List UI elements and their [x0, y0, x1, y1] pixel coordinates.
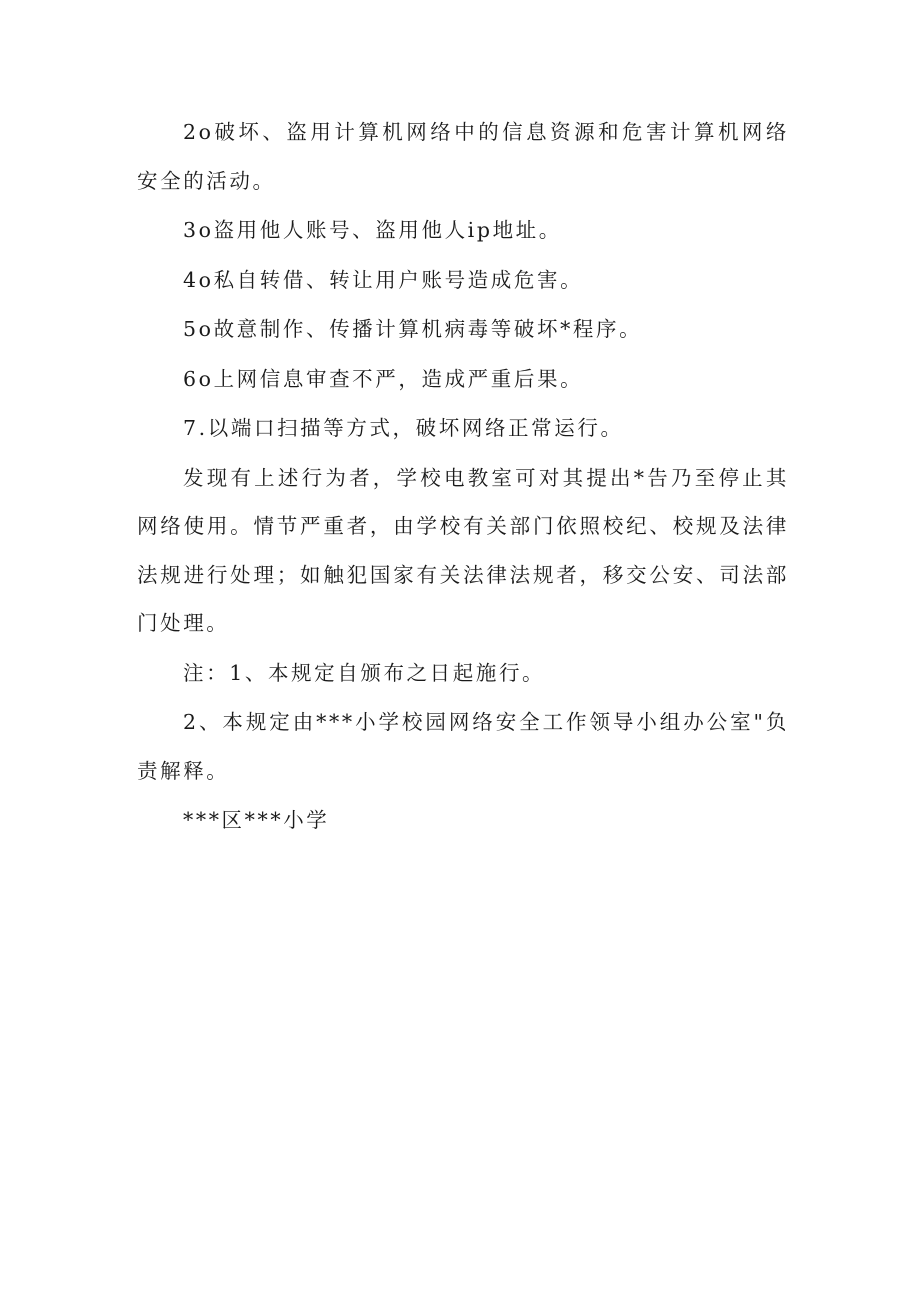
- paragraph-item-7: 7.以端口扫描等方式，破坏网络正常运行。: [183, 416, 624, 440]
- paragraph-item-2: 2o破坏、盗用计算机网络中的信息资源和危害计算机网络安全的活动。: [137, 120, 789, 193]
- signature: ***区***小学: [183, 808, 330, 832]
- paragraph-note-1: 注：1、本规定自颁布之日起施行。: [183, 660, 546, 685]
- paragraph-item-6: 6o上网信息审查不严，造成严重后果。: [183, 366, 584, 391]
- paragraph-item-5: 5o故意制作、传播计算机病毒等破坏*程序。: [183, 317, 643, 341]
- paragraph-penalty: 发现有上述行为者，学校电教室可对其提出*告乃至停止其网络使用。情节严重者，由学校有关部门依照校纪、校规及法律法规进行处理；如触犯国家有关法律法规者，移交公安、司法部门处理。: [137, 465, 789, 635]
- paragraph-item-3: 3o盗用他人账号、盗用他人ip地址。: [183, 218, 562, 242]
- document-body: [137, 108, 789, 846]
- paragraph-note-2: 2、本规定由***小学校园网络安全工作领导小组办公室"负责解释。: [137, 710, 789, 783]
- paragraph-item-4: 4o私自转借、转让用户账号造成危害。: [183, 267, 584, 292]
